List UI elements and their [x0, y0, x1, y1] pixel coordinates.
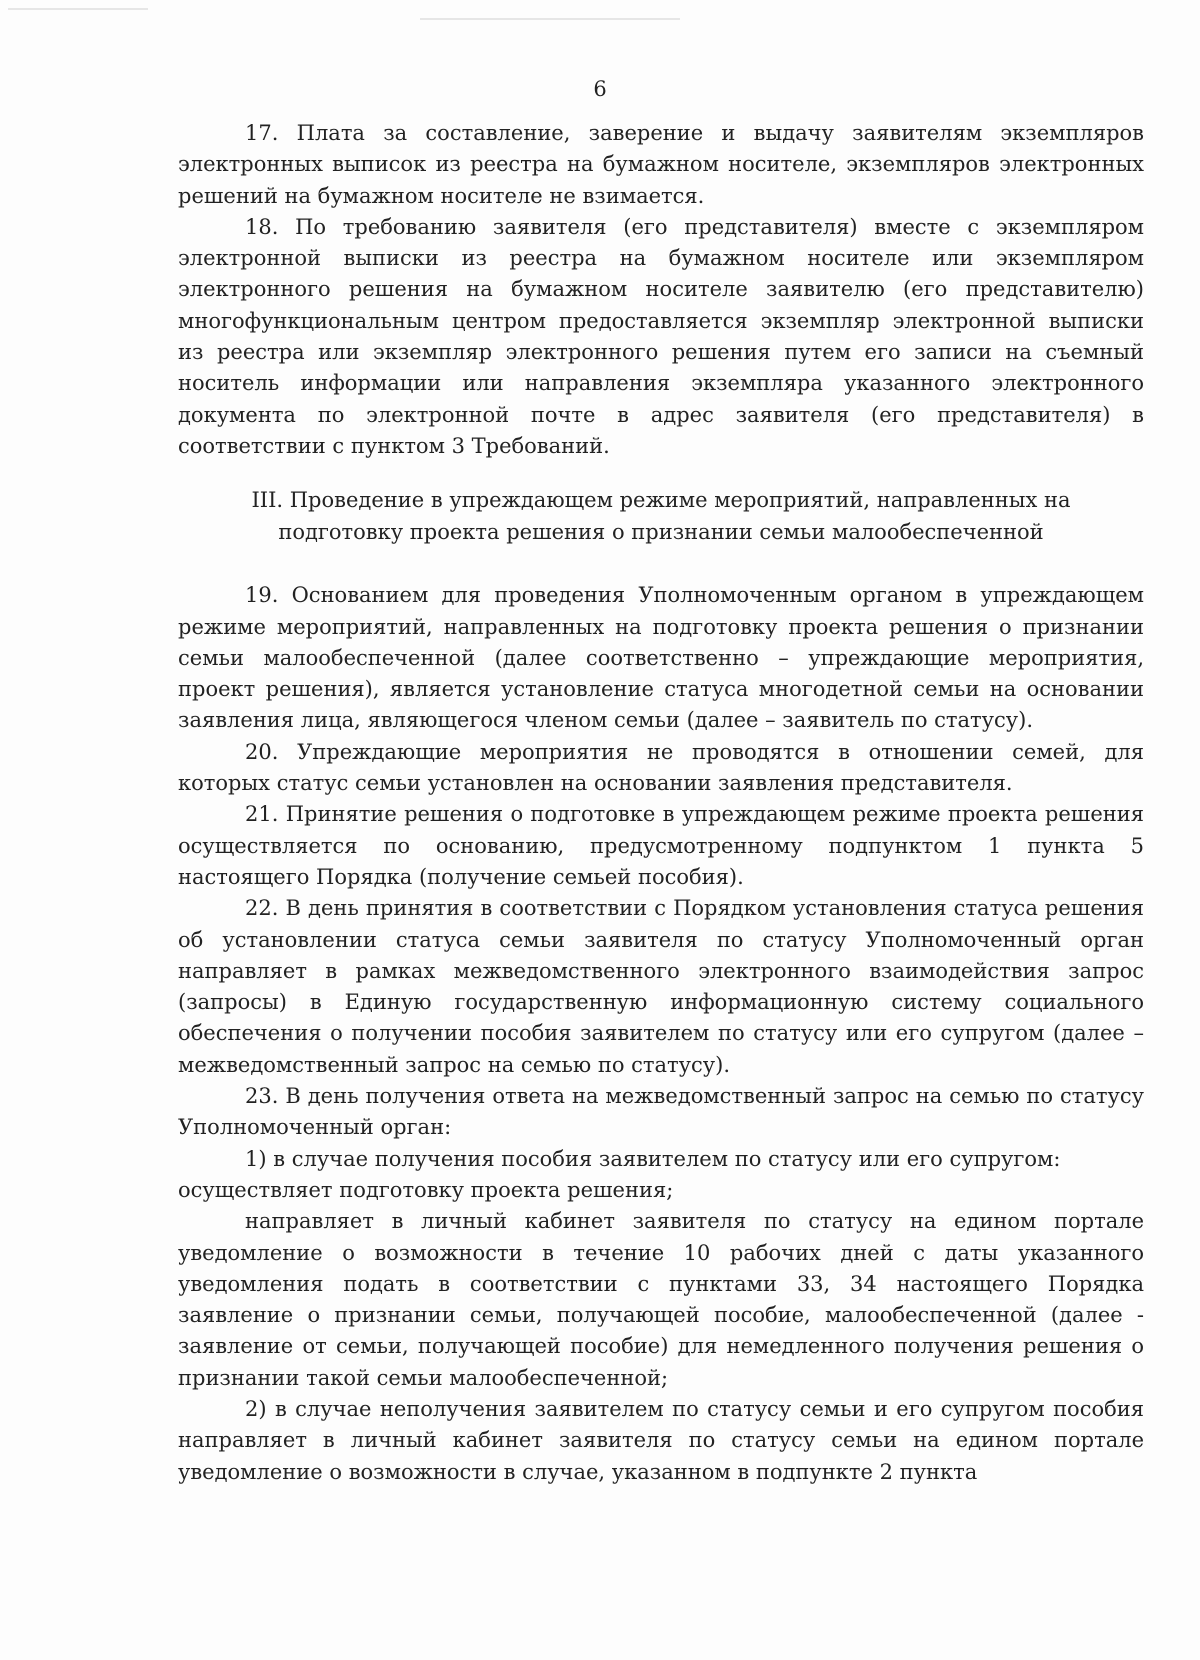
paragraph-18: 18. По требованию заявителя (его представителя) вместе с экземпляром электронной выписки из реестра на бумажном носителе или экземпляром электронного решения на бумажном носителе заявителю (его представителю) многофункциональным центром предоставляется экземпляр электронной выписки из реестра или экземпляр электронного решения путем его записи на съемный носитель информации или направления экземпляра указанного электронного документа по электронной почте в адрес заявителя (его представителя) в соответствии с пунктом 3 Требований.: [178, 214, 1144, 458]
subparagraph-23-1: 1) в случае получения пособия заявителем по статусу или его супругом:: [245, 1146, 1061, 1171]
paragraph-22: 22. В день принятия в соответствии с Порядком установления статуса решения об установлении статуса семьи заявителя по статусу Уполномоченный орган направляет в рамках межведомственного электронного взаимодействия запрос (запросы) в Единую государственную информационную систему социального обеспечения о получении пособия заявителем по статусу или его супругом (далее – межведомственный запрос на семью по статусу).: [178, 896, 1144, 1077]
paragraph-19: 19. Основанием для проведения Уполномоченным органом в упреждающем режиме мероприятий, направленных на подготовку проекта решения о признании семьи малообеспеченной (далее соответственно – упреждающие мероприятия, проект решения), является установление статуса многодетной семьи на основании заявления лица, являющегося членом семьи (далее – заявитель по статусу).: [178, 583, 1144, 733]
section-heading: [178, 484, 1144, 548]
scan-artifact: [420, 18, 680, 20]
section-spacer: [178, 548, 1144, 580]
paragraph-21: 21. Принятие решения о подготовке в упреждающем режиме проекта решения осуществляется по основанию, предусмотренному подпунктом 1 пункта 5 настоящего Порядка (получение семьей пособия).: [178, 802, 1144, 889]
subparagraph-23-1-a: осуществляет подготовку проекта решения;: [178, 1177, 674, 1202]
paragraph-23: 23. В день получения ответа на межведомственный запрос на семью по статусу Уполномоченный орган:: [178, 1084, 1144, 1140]
section-heading-line-1: III. Проведение в упреждающем режиме мероприятий, направленных на: [251, 488, 1071, 513]
subparagraph-23-2: 2) в случае неполучения заявителем по статусу семьи и его супругом пособия направляет в личный кабинет заявителя по статусу семьи на едином портале уведомление о возможности в случае, указанном в подпункте 2 пункта: [178, 1396, 1144, 1484]
subparagraph-23-1-b: направляет в личный кабинет заявителя по статусу на едином портале уведомление о возможности в течение 10 рабочих дней с даты указанного уведомления подать в соответствии с пунктами 33, 34 настоящего Порядка заявление о признании семьи, получающей пособие, малообеспеченной (далее - заявление от семьи, получающей пособие) для немедленного получения решения о признании такой семьи малообеспеченной;: [178, 1209, 1144, 1390]
page-number: 6: [593, 77, 607, 101]
paragraph-17: 17. Плата за составление, заверение и выдачу заявителям экземпляров электронных выписок из реестра на бумажном носителе, экземпляров электронных решений на бумажном носителе не взимается.: [178, 121, 1144, 208]
scan-artifact: [8, 8, 148, 10]
paragraph-20: 20. Упреждающие мероприятия не проводятся в отношении семей, для которых статус семьи установлен на основании заявления представителя.: [178, 739, 1144, 796]
section-heading-line-2: подготовку проекта решения о признании семьи малообеспеченной: [278, 520, 1044, 545]
document-body: [178, 118, 1144, 1488]
